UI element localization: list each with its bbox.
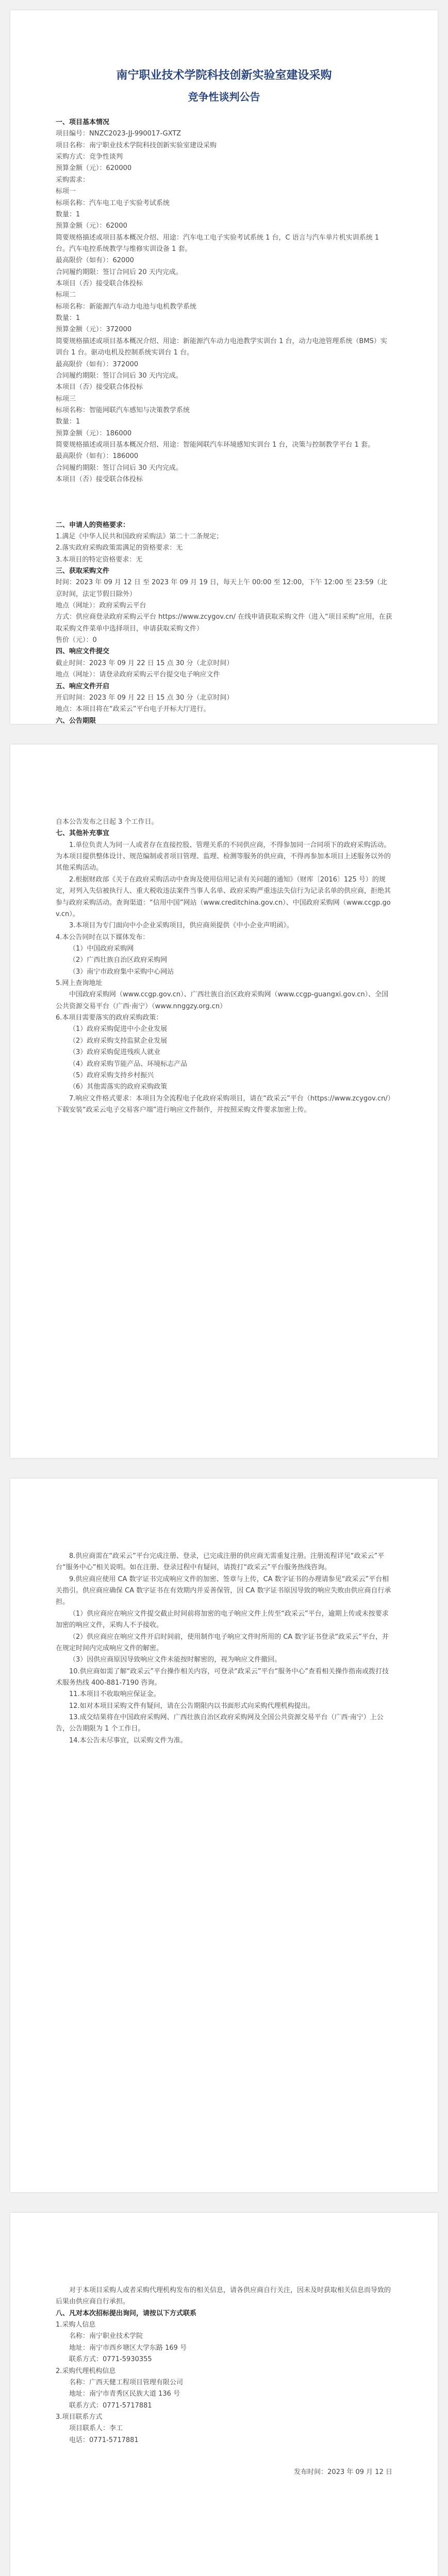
page-3-body xyxy=(56,1551,392,1747)
page-4-body xyxy=(56,2285,392,2446)
paragraph: 采购需求： xyxy=(56,176,90,184)
paragraph: 标项一 xyxy=(56,188,76,196)
blank-line xyxy=(56,497,392,509)
document-page-2 xyxy=(10,744,438,1458)
paragraph: 2.落实政府采购政策需满足的资格要求：无 xyxy=(56,544,183,552)
blank-line xyxy=(56,486,392,497)
paragraph: 数量：1 xyxy=(56,210,80,218)
paragraph: 5.网上查询地址 xyxy=(56,979,103,988)
paragraph: 地点（网址）：政府采购云平台 xyxy=(56,602,146,610)
paragraph: 自本公告发布之日起 3 个工作日。 xyxy=(56,818,158,826)
blank-line xyxy=(56,509,392,520)
section-heading: 四、响应文件提交 xyxy=(56,648,110,656)
paragraph: 预算金额（元）：372000 xyxy=(56,326,132,334)
paragraph: 开启时间：2023 年 09 月 22 日 15 点 30 分（北京时间） xyxy=(56,693,234,702)
paragraph: 11.本项目不收取响应保证金。 xyxy=(69,1690,160,1699)
paragraph: 8.供应商需在“政采云”平台完成注册、登录，已完成注册的供应商无需重复注册。注册流程详见“政采云”平台“服务中心”相关说明。如在注册、登录过程中有疑问，请拨打“政采云”平台服务热线咨询。 xyxy=(56,1552,385,1572)
paragraph: 14.本公告未尽事宜，以采购文件为准。 xyxy=(69,1736,187,1744)
paragraph: 名称：南宁职业技术学院 xyxy=(69,2332,143,2341)
paragraph: 方式：供应商登录政府采购云平台 https://www.zcygov.cn/ 在线申请获取采购文件（进入“项目采购”应用，在获取采购文件菜单中选择项目，申请获取采购文件） xyxy=(56,613,392,633)
section-heading: 八、凡对本次招标提出询问，请按以下方式联系 xyxy=(56,2309,197,2317)
paragraph: 地点（网址）：请登录政府采购云平台提交电子响应文件 xyxy=(56,671,220,679)
paragraph: 采购方式：竞争性谈判 xyxy=(56,153,123,161)
paragraph: 4.本公告同时在以下媒体发布： xyxy=(56,933,150,941)
paragraph: （3）因供应商原因导致响应文件未能按时解密的，视为响应文件撤回。 xyxy=(69,1656,281,1664)
section-heading: 三、获取采购文件 xyxy=(56,567,110,575)
paragraph: 简要规格描述或项目基本概况介绍、用途：新能源汽车动力电池教学实训台 1 台，动力电池管理系统（BMS）实训台 1 台。驱动电机及控制系统实训台 1 台。 xyxy=(56,337,387,357)
paragraph: 本项目（否）接受联合体投标 xyxy=(56,383,143,392)
page-2-body xyxy=(56,817,392,1116)
paragraph: 预算金额（元）：620000 xyxy=(56,164,132,173)
paragraph: 标项二 xyxy=(56,291,76,299)
paragraph: 6.本项目需要落实的政府采购政策： xyxy=(56,1014,163,1022)
paragraph: 电话：0771-5717881 xyxy=(69,2436,139,2444)
paragraph: 3.本项目的特定资格要求：无 xyxy=(56,555,143,564)
paragraph: 7.响应文件格式要求：本项目为全流程电子化政府采购项目，请在“政采云”平台（https://www.zcygov.cn/）下载安装“政采云电子交易客户端”进行响应文件制作，并按照采购文件要求加密上传。 xyxy=(56,1094,391,1114)
paragraph: 联系方式：0771-5717881 xyxy=(69,2401,152,2410)
document-page-4 xyxy=(10,2213,438,2576)
paragraph: 最高限价（如有）：186000 xyxy=(56,452,139,461)
paragraph: （2）广西壮族自治区政府采购网 xyxy=(69,956,168,964)
paragraph: （3）南宁市政府集中采购中心网站 xyxy=(69,968,174,976)
paragraph: 对于本项目采购人或者采购代理机构发布的相关信息，请各供应商自行关注，因未及时获取相关信息而导致的后果由供应商自行承担。 xyxy=(56,2286,391,2306)
paragraph: 标项名称：新能源汽车动力电池与电机教学系统 xyxy=(56,302,197,311)
paragraph: （5）政府采购支持乡村振兴 xyxy=(69,1071,154,1079)
paragraph: （2）政府采购支持监狱企业发展 xyxy=(69,1037,168,1045)
section-heading: 一、项目基本情况 xyxy=(56,118,110,126)
paragraph: 数量：1 xyxy=(56,418,80,426)
paragraph: 地址：南宁市西乡塘区大学东路 169 号 xyxy=(69,2344,187,2352)
paragraph: 12.如对本项目采购文件有疑问，请在公告期限内以书面形式向采购代理机构提出。 xyxy=(69,1702,314,1710)
paragraph: 3.项目联系方式 xyxy=(56,2413,103,2421)
paragraph: 本项目（否）接受联合体投标 xyxy=(56,476,143,484)
paragraph: 预算金额（元）：62000 xyxy=(56,222,127,230)
paragraph: 9.供应商应使用 CA 数字证书完成响应文件的加密、签章与上传，CA 数字证书的办理请参见“政采云”平台相关指引。供应商应确保 CA 数字证书在有效期内并妥善保管，因 CA 数字证书原因导致的响应失败由供应商自行承担。 xyxy=(56,1575,391,1606)
paragraph: 截止时间：2023 年 09 月 22 日 15 点 30 分（北京时间） xyxy=(56,659,234,667)
paragraph: 时间：2023 年 09 月 12 日 至 2023 年 09 月 19 日，每天上午 00:00 至 12:00，下午 12:00 至 23:59（北京时间，法定节假日除外） xyxy=(56,579,387,598)
paragraph: 合同履约期限：签订合同后 30 天内完成。 xyxy=(56,371,182,380)
paragraph: （4）政府采购节能产品、环境标志产品 xyxy=(69,1060,188,1068)
paragraph: 名称：广西天健工程项目管理有限公司 xyxy=(69,2378,184,2386)
paragraph: （1）中国政府采购网 xyxy=(69,944,134,953)
paragraph: 2.采购代理机构信息 xyxy=(56,2367,116,2375)
paragraph: 最高限价（如有）：372000 xyxy=(56,360,139,368)
announcement-title: 南宁职业技术学院科技创新实验室建设采购 xyxy=(116,69,332,82)
paragraph: 标项名称：汽车电工电子实验考试系统 xyxy=(56,199,170,207)
paragraph: 1.单位负责人为同一人或者存在直接控股、管理关系的不同供应商，不得参加同一合同项下的政府采购活动。为本项目提供整体设计、规范编制或者项目管理、监理、检测等服务的供应商，不得再参加本项目上述服务以外的其他采购活动。 xyxy=(56,841,391,872)
section-heading: 二、申请人的资格要求： xyxy=(56,521,130,529)
paragraph: 1.采购人信息 xyxy=(56,2321,96,2329)
paragraph: （3）政府采购促进残疾人就业 xyxy=(69,1048,161,1057)
paragraph: 合同履约期限：签订合同后 30 天内完成。 xyxy=(56,464,182,472)
document-page-1 xyxy=(10,10,438,724)
announcement-subtitle: 竞争性谈判公告 xyxy=(188,91,260,103)
paragraph: 售价（元）：0 xyxy=(56,636,97,645)
paragraph: 10.供应商如需了解“政采云”平台操作相关内容，可登录“政采云”平台“服务中心”查看相关操作指南或拨打技术服务热线 400-881-7190 咨询。 xyxy=(56,1667,389,1687)
section-heading: 五、响应文件开启 xyxy=(56,682,110,690)
paragraph: 本项目（否）接受联合体投标 xyxy=(56,280,143,288)
paragraph: （1）供应商应在响应文件提交截止时间前将加密的电子响应文件上传至“政采云”平台，逾期上传或未按要求加密的响应文件，采购人不予接收。 xyxy=(56,1609,389,1630)
paragraph: 简要规格描述或项目基本概况介绍、用途：汽车电工电子实验考试系统 1 台，C 语言与汽车单片机实训系统 1 台。汽车电控系统教学与维修实训设备 1 套。 xyxy=(56,233,379,253)
publish-date: 发布时间：2023 年 09 月 12 日 xyxy=(294,2468,392,2477)
paragraph: 中国政府采购网（www.ccgp.gov.cn）、广西壮族自治区政府采购网（www.ccgp-guangxi.gov.cn）、全国公共资源交易平台（广西·南宁）（www.nnggzy.org.cn） xyxy=(56,991,389,1010)
paragraph: 数量：1 xyxy=(56,314,80,323)
paragraph: 合同履约期限：签订合同后 20 天内完成。 xyxy=(56,268,182,276)
paragraph: 项目名称：南宁职业技术学院科技创新实验室建设采购 xyxy=(56,141,217,149)
paragraph: （1）政府采购促进中小企业发展 xyxy=(69,1025,168,1033)
paragraph: 标项名称：智能网联汽车感知与决策教学系统 xyxy=(56,406,190,414)
paragraph: 联系方式：0771-5930355 xyxy=(69,2355,152,2364)
paragraph: 1.满足《中华人民共和国政府采购法》第二十二条规定； xyxy=(56,532,223,540)
paragraph: 项目编号：NNZC2023-JJ-990017-GXTZ xyxy=(56,130,181,138)
paragraph: 地点：本项目将在“政采云”平台电子开标大厅进行。 xyxy=(56,705,210,714)
paragraph: 预算金额（元）：186000 xyxy=(56,429,132,437)
paragraph: 简要规格描述或项目基本概况介绍、用途：智能网联汽车环境感知实训台 1 台，决策与控制教学平台 1 套。 xyxy=(56,441,375,449)
page-1-body xyxy=(56,117,392,727)
paragraph: （6）其他需落实的政府采购政策 xyxy=(69,1083,168,1091)
document-page-3 xyxy=(10,1479,438,2192)
paragraph: 标项三 xyxy=(56,395,76,403)
paragraph: （2）供应商应在响应文件开启时间前，使用制作电子响应文件时所用的 CA 数字证书登录“政采云”平台，并在规定时间内完成响应文件的解密。 xyxy=(56,1633,389,1652)
section-heading: 七、其他补充事宜 xyxy=(56,829,110,838)
paragraph: 项目联系人：李工 xyxy=(69,2425,123,2433)
paragraph: 13.成交结果将在中国政府采购网、广西壮族自治区政府采购网及全国公共资源交易平台（广西·南宁）上公告，公告期限为 1 个工作日。 xyxy=(56,1714,384,1733)
paragraph: 地址：南宁市青秀区民族大道 136 号 xyxy=(69,2390,180,2398)
section-heading: 六、公告期限 xyxy=(56,717,96,725)
paragraph: 2.根据财政部《关于在政府采购活动中查询及使用信用记录有关问题的通知》（财库〔2016〕125 号）的规定，对列入失信被执行人、重大税收违法案件当事人名单、政府采购严重违法失信行为记录名单的供应商，拒绝其参与政府采购活动。查询渠道：“信用中国”网站（www.creditchina.gov.cn）、中国政府采购网（www.ccgp.gov.cn）。 xyxy=(56,875,391,918)
paragraph: 3.本项目为专门面向中小企业采购项目，供应商须提供《中小企业声明函》。 xyxy=(69,922,293,930)
paragraph: 最高限价（如有）：62000 xyxy=(56,257,134,265)
